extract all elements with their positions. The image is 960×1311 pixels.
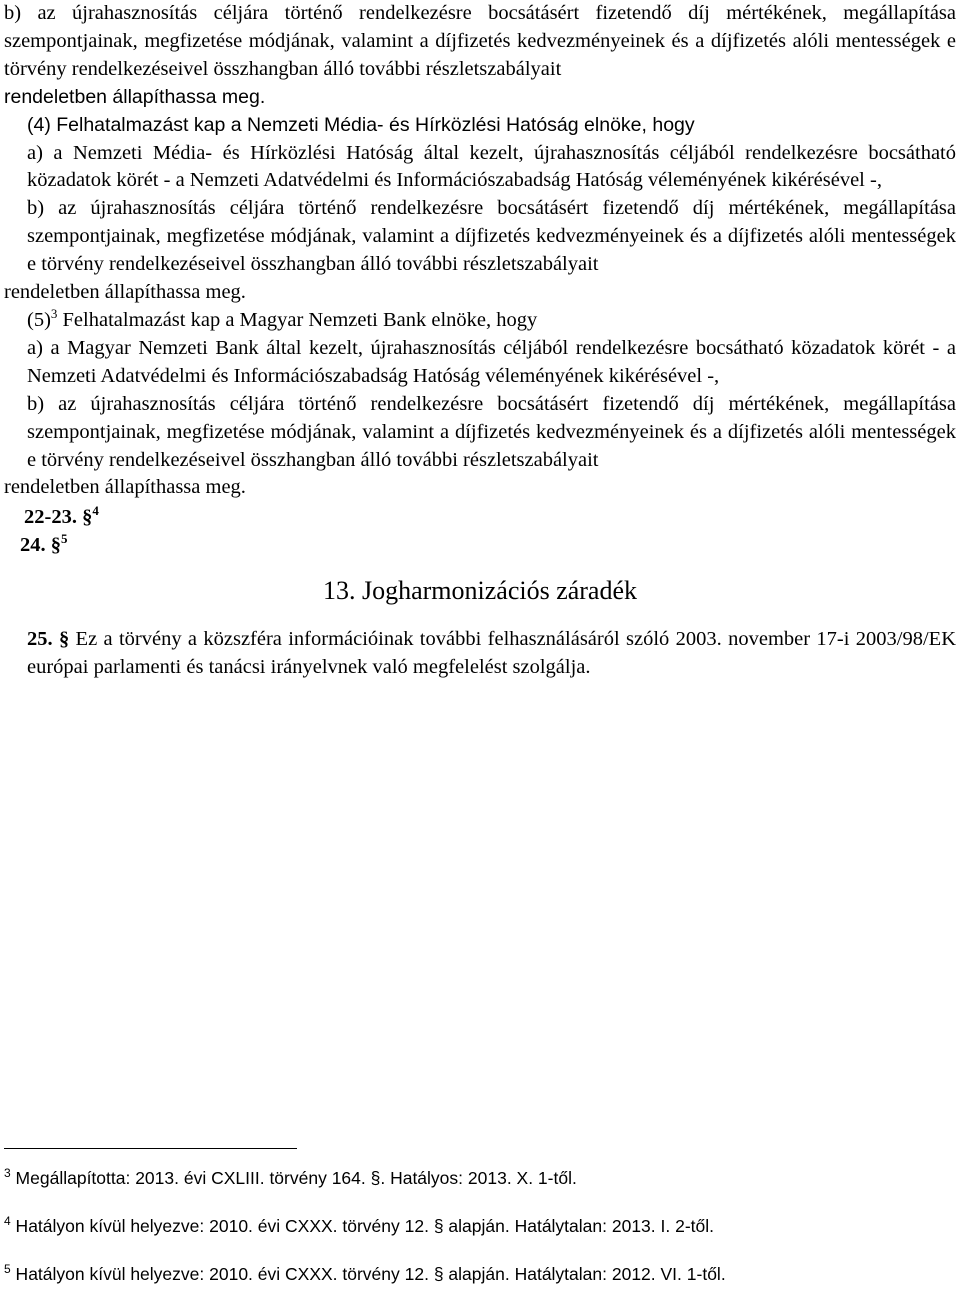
- footnote-ref-4[interactable]: 4: [92, 503, 99, 519]
- paragraph-5-label: (5): [27, 308, 51, 331]
- section-22-23: [0, 504, 960, 532]
- footnote-4: [0, 1215, 960, 1237]
- paragraph-5-end: rendeletben állapíthassa meg.: [4, 476, 246, 499]
- footnote-text: Hatályon kívül helyezve: 2010. évi CXXX. törvény 12. § alapján. Hatálytalan: 2013. I. 2-től.: [10, 1216, 715, 1236]
- footnote-text: Hatályon kívül helyezve: 2010. évi CXXX. törvény 12. § alapján. Hatálytalan: 2012. VI. 1-től.: [10, 1264, 726, 1284]
- section-heading: 13. Jogharmonizációs záradék: [322, 576, 638, 606]
- footnote-mark: 4: [4, 1214, 11, 1228]
- paragraph-4-end: rendeletben állapíthassa meg.: [4, 281, 246, 304]
- paragraph-5-intro: [0, 307, 960, 335]
- footnote-3: [0, 1167, 960, 1189]
- footnote-mark: 3: [4, 1166, 11, 1180]
- footnotes: [0, 1148, 960, 1311]
- section-25-number: 25. §: [27, 628, 70, 651]
- paragraph-top-end: rendeletben állapíthassa meg.: [4, 85, 266, 108]
- paragraph-4-a: a) a Nemzeti Média- és Hírközlési Hatóság által kezelt, újrahasznosítás céljából rendelkezésre bocsátható közadatok körét - a Nemzeti Adatvédelmi és Információszabadság Hatóság véleményének kikérésével -,: [27, 141, 956, 192]
- footnote-ref-3[interactable]: 3: [50, 305, 58, 321]
- paragraph-5-b: b) az újrahasznosítás céljára történő rendelkezésre bocsátásért fizetendő díj mértékének, megállapítása szempontjainak, megfizetése módjának, valamint a díjfizetés kedvezményeinek és a díjfizetés alóli mentességek e törvény rendelkezéseivel összhangban álló további részletszabályait: [27, 392, 956, 471]
- paragraph-4-intro: (4) Felhatalmazást kap a Nemzeti Média- és Hírközlési Hatóság elnöke, hogy: [27, 113, 695, 136]
- section-25: [0, 626, 960, 682]
- section-24: [0, 532, 960, 560]
- section-24-label: 24. §: [20, 534, 61, 557]
- footnote-ref-5[interactable]: 5: [61, 531, 68, 547]
- footnote-text: Megállapította: 2013. évi CXLIII. törvény 164. §. Hatályos: 2013. X. 1-től.: [10, 1168, 577, 1188]
- section-25-text: Ez a törvény a közszféra információinak további felhasználásáról szóló 2003. november 17-i 2003/98/EK európai parlamenti és tanácsi irányelvnek való megfelelést szolgálja.: [27, 628, 956, 679]
- paragraph-top-b: b) az újrahasznosítás céljára történő rendelkezésre bocsátásért fizetendő díj mértékének, megállapítása szempontjainak, megfizetése módjának, valamint a díjfizetés kedvezményeinek és a díjfizetés alóli mentességek e törvény rendelkezéseivel összhangban álló további részletszabályait: [4, 2, 956, 80]
- paragraph-4-b: b) az újrahasznosítás céljára történő rendelkezésre bocsátásért fizetendő díj mértékének, megállapítása szempontjainak, megfizetése módjának, valamint a díjfizetés kedvezményeinek és a díjfizetés alóli mentességek e törvény rendelkezéseivel összhangban álló további részletszabályait: [27, 197, 956, 276]
- footnote-5: [0, 1263, 960, 1285]
- section-22-23-label: 22-23. §: [24, 506, 93, 529]
- paragraph-5-intro-text: Felhatalmazást kap a Magyar Nemzeti Bank elnöke, hogy: [57, 308, 538, 331]
- footnote-mark: 5: [4, 1262, 11, 1276]
- paragraph-5-a: a) a Magyar Nemzeti Bank által kezelt, újrahasznosítás céljából rendelkezésre bocsátható közadatok körét - a Nemzeti Adatvédelmi és Információszabadság Hatóság véleményének kikérésével -,: [27, 336, 956, 387]
- footnote-separator: [4, 1148, 297, 1149]
